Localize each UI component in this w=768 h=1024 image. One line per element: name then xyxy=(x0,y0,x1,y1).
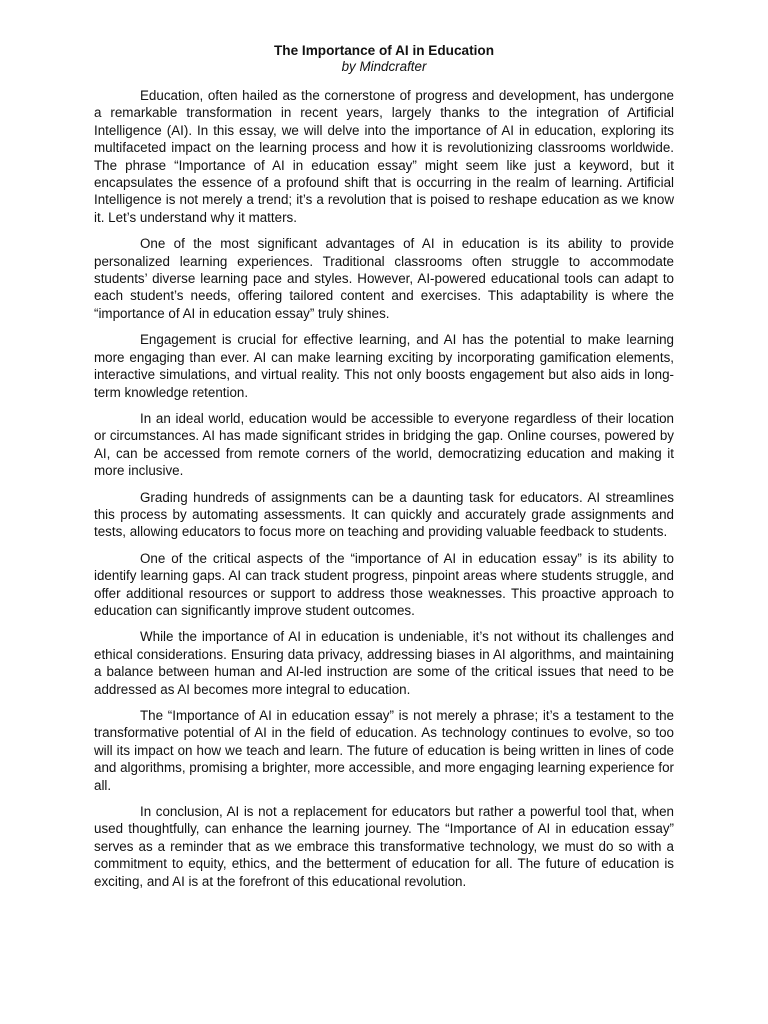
paragraph-8: The “Importance of AI in education essay” is not merely a phrase; it’s a testament to the transformative potential of AI in the field of education. As technology continues to evolve, so too will its impact on how we teach and learn. The future of education is being written in lines of code and algorithms, promising a brighter, more accessible, and more engaging learning experience for all. xyxy=(94,708,674,793)
paragraph-1: Education, often hailed as the cornerstone of progress and development, has undergone a remarkable transformation in recent years, largely thanks to the integration of Artificial Intelligence (AI). In this essay, we will delve into the importance of AI in education, exploring its multifaceted impact on the learning process and how it is revolutionizing classrooms worldwide. The phrase “Importance of AI in education essay” might seem like just a keyword, but it encapsulates the essence of a profound shift that is occurring in the realm of learning. Artificial Intelligence is not merely a trend; it’s a revolution that is poised to reshape education as we know it. Let’s understand why it matters. xyxy=(94,88,674,225)
document-title: The Importance of AI in Education xyxy=(273,43,495,58)
paragraph-6: One of the critical aspects of the “importance of AI in education essay” is its ability to identify learning gaps. AI can track student progress, pinpoint areas where students struggle, and offer additional resources or support to address those weaknesses. This proactive approach to education can significantly improve student outcomes. xyxy=(94,550,674,618)
paragraph-2: One of the most significant advantages of AI in education is its ability to provide personalized learning experiences. Traditional classrooms often struggle to accommodate students’ diverse learning pace and styles. However, AI-powered educational tools can adapt to each student’s needs, offering tailored content and exercises. This adaptability is where the “importance of AI in education essay” truly shines. xyxy=(94,236,674,321)
paragraph-9: In conclusion, AI is not a replacement for educators but rather a powerful tool that, when used thoughtfully, can enhance the learning journey. The “Importance of AI in education essay” serves as a reminder that as we embrace this transformative technology, we must do so with a commitment to equity, ethics, and the betterment of education for all. The future of education is exciting, and AI is at the forefront of this educational revolution. xyxy=(94,804,674,889)
paragraph-4: In an ideal world, education would be accessible to everyone regardless of their location or circumstances. AI has made significant strides in bridging the gap. Online courses, powered by AI, can be accessed from remote corners of the world, democratizing education and making it more inclusive. xyxy=(94,410,674,479)
document-page xyxy=(94,42,674,899)
document-byline: by Mindcrafter xyxy=(341,59,427,74)
paragraph-5: Grading hundreds of assignments can be a daunting task for educators. AI streamlines this process by automating assessments. It can quickly and accurately grade assignments and tests, allowing educators to focus more on teaching and providing valuable feedback to students. xyxy=(94,489,674,540)
paragraph-7: While the importance of AI in education is undeniable, it’s not without its challenges and ethical considerations. Ensuring data privacy, addressing biases in AI algorithms, and maintaining a balance between human and AI-led instruction are some of the critical issues that need to be addressed as AI becomes more integral to education. xyxy=(94,629,674,697)
paragraph-3: Engagement is crucial for effective learning, and AI has the potential to make learning more engaging than ever. AI can make learning exciting by incorporating gamification elements, interactive simulations, and virtual reality. This not only boosts engagement but also aids in long-term knowledge retention. xyxy=(94,332,674,400)
